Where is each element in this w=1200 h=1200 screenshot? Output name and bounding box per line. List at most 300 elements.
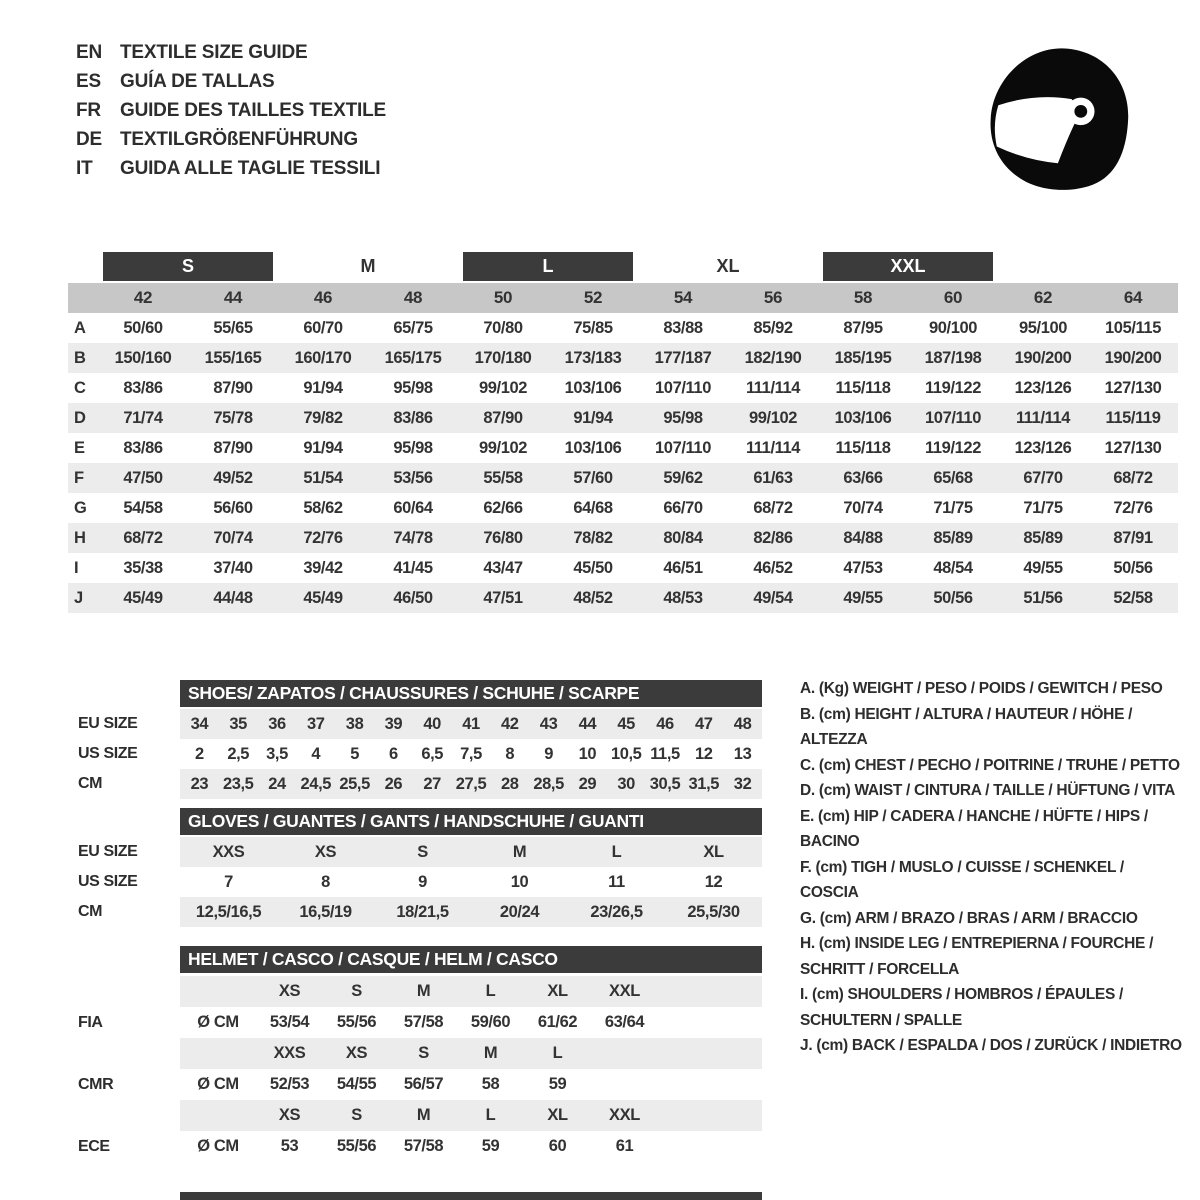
value-cell: 23/26,5 bbox=[590, 902, 643, 921]
size-cell: 95/98 bbox=[393, 378, 433, 397]
size-cell: 53/56 bbox=[393, 468, 433, 487]
section-row bbox=[78, 769, 762, 799]
section-row bbox=[78, 1007, 762, 1038]
size-cell: 190/200 bbox=[1014, 348, 1072, 367]
size-cell: 83/86 bbox=[123, 438, 163, 457]
size-cell: 49/54 bbox=[753, 588, 793, 607]
value-cell: 8 bbox=[505, 744, 515, 763]
size-group-xxl: XXL bbox=[823, 252, 993, 281]
value-cell: 56/57 bbox=[403, 1075, 444, 1093]
size-cell: 177/187 bbox=[654, 348, 712, 367]
row-values bbox=[180, 1131, 762, 1162]
size-cell: 45/49 bbox=[123, 588, 163, 607]
size-cell: 91/94 bbox=[303, 438, 343, 457]
size-cell: 62/66 bbox=[483, 498, 523, 517]
size-cell: 46/52 bbox=[753, 558, 793, 577]
size-row-d bbox=[68, 403, 1178, 433]
size-cell: 71/75 bbox=[1023, 498, 1063, 517]
size-cell: 60/64 bbox=[393, 498, 433, 517]
value-cell: S bbox=[351, 982, 362, 1000]
row-label: US SIZE bbox=[78, 873, 138, 890]
section-row bbox=[78, 1100, 762, 1131]
value-cell: 32 bbox=[733, 774, 752, 793]
value-cell: 39 bbox=[384, 714, 403, 733]
row-values bbox=[180, 1100, 762, 1131]
value-cell: 5 bbox=[350, 744, 359, 763]
value-cell: 55/56 bbox=[336, 1137, 377, 1155]
value-cell: 41 bbox=[462, 714, 480, 733]
spacer bbox=[68, 283, 98, 313]
size-cell: 82/86 bbox=[753, 528, 793, 547]
size-cell: 99/102 bbox=[478, 438, 528, 457]
size-cell: 43/47 bbox=[483, 558, 523, 577]
value-cell: L bbox=[485, 1106, 496, 1124]
size-cell: 107/110 bbox=[655, 438, 711, 457]
guide-title: TEXTILGRÖßENFÜHRUNG bbox=[120, 129, 358, 150]
value-cell: XXS bbox=[212, 842, 245, 861]
size-cell: 103/106 bbox=[564, 438, 622, 457]
size-cell: 46/50 bbox=[393, 588, 433, 607]
size-cell: 105/115 bbox=[1105, 318, 1161, 337]
value-cell: S bbox=[418, 1044, 429, 1062]
value-cell: 7 bbox=[224, 872, 233, 891]
section-row bbox=[78, 867, 762, 897]
row-label: ECE bbox=[78, 1137, 110, 1155]
size-cell: 49/52 bbox=[213, 468, 253, 487]
size-cell: 49/55 bbox=[1023, 558, 1063, 577]
value-cell: 10,5 bbox=[610, 744, 642, 763]
section-row bbox=[78, 976, 762, 1007]
row-letter: A bbox=[74, 318, 86, 337]
value-cell: 45 bbox=[617, 714, 635, 733]
size-cell: 84/88 bbox=[843, 528, 883, 547]
value-cell: 10 bbox=[510, 872, 529, 891]
value-cell: XL bbox=[547, 982, 568, 1000]
size-cell: 91/94 bbox=[573, 408, 613, 427]
row-values bbox=[180, 739, 762, 769]
unit-cell: Ø CM bbox=[197, 1075, 239, 1093]
row-label bbox=[78, 1038, 180, 1069]
value-cell: 63/64 bbox=[604, 1013, 645, 1031]
size-cell: 123/126 bbox=[1014, 438, 1072, 457]
size-cell: 68/72 bbox=[123, 528, 163, 547]
size-column-header: 44 bbox=[223, 288, 243, 307]
language-code: FR bbox=[76, 100, 101, 121]
size-cell: 58/62 bbox=[303, 498, 343, 517]
size-cell: 87/91 bbox=[1113, 528, 1153, 547]
size-cell: 127/130 bbox=[1104, 438, 1162, 457]
size-cell: 123/126 bbox=[1014, 378, 1072, 397]
size-cell: 68/72 bbox=[753, 498, 793, 517]
size-cell: 76/80 bbox=[483, 528, 523, 547]
size-cell: 80/84 bbox=[663, 528, 703, 547]
size-row-f bbox=[68, 463, 1178, 493]
size-cell: 111/114 bbox=[1015, 408, 1071, 427]
size-cell: 87/90 bbox=[213, 378, 253, 397]
unit-cell bbox=[180, 976, 256, 1007]
row-letter: F bbox=[74, 468, 84, 487]
size-cell: 47/51 bbox=[483, 588, 523, 607]
size-cell: 50/60 bbox=[123, 318, 163, 337]
row-label: US SIZE bbox=[78, 745, 138, 762]
row-values bbox=[180, 1069, 762, 1100]
size-cell: 50/56 bbox=[933, 588, 973, 607]
size-cell: 64/68 bbox=[573, 498, 613, 517]
section-row bbox=[78, 739, 762, 769]
value-cell: 10 bbox=[578, 744, 597, 763]
value-cell: L bbox=[611, 842, 622, 861]
value-cell: 35 bbox=[229, 714, 247, 733]
size-cell: 173/183 bbox=[564, 348, 622, 367]
value-cell: 24,5 bbox=[300, 774, 332, 793]
value-cell: 25,5 bbox=[339, 774, 370, 793]
measurement-legend bbox=[800, 676, 1185, 1059]
size-cell: 107/110 bbox=[925, 408, 981, 427]
size-cell: 115/118 bbox=[835, 438, 891, 457]
value-cell: 27 bbox=[423, 774, 441, 793]
value-cell: XS bbox=[278, 1106, 301, 1124]
row-letter: D bbox=[74, 408, 86, 427]
legend-item: A. (Kg) WEIGHT / PESO / POIDS / GEWITCH / PESO bbox=[800, 680, 1163, 697]
size-number-row bbox=[68, 283, 1178, 313]
row-letter: B bbox=[74, 348, 86, 367]
row-letter: I bbox=[74, 558, 79, 577]
value-cell: 6 bbox=[389, 744, 398, 763]
legend-item: E. (cm) HIP / CADERA / HANCHE / HÜFTE / HIPS / BACINO bbox=[800, 807, 1148, 850]
value-cell: XS bbox=[314, 842, 337, 861]
size-cell: 72/76 bbox=[303, 528, 343, 547]
size-cell: 72/76 bbox=[1113, 498, 1153, 517]
size-cell: 60/70 bbox=[303, 318, 343, 337]
size-row-e bbox=[68, 433, 1178, 463]
size-cell: 47/50 bbox=[123, 468, 163, 487]
value-cell: 29 bbox=[578, 774, 597, 793]
value-cell: 59/60 bbox=[470, 1013, 511, 1031]
size-cell: 71/74 bbox=[123, 408, 163, 427]
title-block bbox=[76, 38, 386, 183]
size-cell: 74/78 bbox=[393, 528, 433, 547]
size-cell: 49/55 bbox=[843, 588, 883, 607]
size-cell: 182/190 bbox=[744, 348, 802, 367]
value-cell: 57/58 bbox=[403, 1013, 444, 1031]
value-cell: 28,5 bbox=[533, 774, 564, 793]
title-row bbox=[76, 125, 386, 154]
unit-cell: Ø CM bbox=[197, 1013, 239, 1031]
size-cell: 67/70 bbox=[1023, 468, 1063, 487]
value-cell: XXL bbox=[609, 982, 640, 1000]
size-cell: 119/122 bbox=[925, 378, 981, 397]
unit-cell: Ø CM bbox=[197, 1137, 239, 1155]
value-cell: 57/58 bbox=[403, 1137, 444, 1155]
value-cell: 53/54 bbox=[269, 1013, 310, 1031]
size-cell: 71/75 bbox=[933, 498, 973, 517]
title-row bbox=[76, 154, 386, 183]
value-cell: 30,5 bbox=[649, 774, 681, 793]
size-cell: 170/180 bbox=[474, 348, 532, 367]
size-cell: 50/56 bbox=[1113, 558, 1153, 577]
size-group-xl: XL bbox=[716, 256, 740, 276]
size-cell: 48/53 bbox=[663, 588, 703, 607]
value-cell: 59 bbox=[481, 1137, 500, 1155]
size-cell: 90/100 bbox=[928, 318, 978, 337]
size-cell: 83/86 bbox=[123, 378, 163, 397]
value-cell: 12 bbox=[695, 744, 713, 763]
size-cell: 85/92 bbox=[753, 318, 793, 337]
legend-item: C. (cm) CHEST / PECHO / POITRINE / TRUHE / PETTO bbox=[800, 756, 1180, 774]
size-cell: 95/100 bbox=[1018, 318, 1068, 337]
size-cell: 107/110 bbox=[655, 378, 711, 397]
size-cell: 48/52 bbox=[573, 588, 613, 607]
size-column-header: 52 bbox=[583, 288, 603, 307]
size-cell: 57/60 bbox=[573, 468, 613, 487]
section-row bbox=[78, 709, 762, 739]
shoes-section-header: SHOES/ ZAPATOS / CHAUSSURES / SCHUHE / SCARPE bbox=[180, 680, 762, 707]
size-cell: 85/89 bbox=[1023, 528, 1063, 547]
row-values bbox=[180, 1007, 762, 1038]
size-cell: 165/175 bbox=[384, 348, 442, 367]
size-cell: 56/60 bbox=[213, 498, 253, 517]
value-cell: 34 bbox=[190, 714, 209, 733]
guide-title: GUIDE DES TAILLES TEXTILE bbox=[120, 100, 386, 121]
value-cell: L bbox=[552, 1044, 563, 1062]
value-cell: 23,5 bbox=[222, 774, 254, 793]
size-cell: 47/53 bbox=[843, 558, 883, 577]
section-row bbox=[78, 1038, 762, 1069]
row-label: EU SIZE bbox=[78, 843, 138, 860]
textile-size-table bbox=[68, 252, 1178, 613]
size-row-i bbox=[68, 553, 1178, 583]
value-cell: XXS bbox=[273, 1044, 306, 1062]
helmet-section-header: HELMET / CASCO / CASQUE / HELM / CASCO bbox=[180, 946, 762, 973]
value-cell: 9 bbox=[418, 872, 427, 891]
value-cell: XL bbox=[703, 842, 724, 861]
size-cell: 39/42 bbox=[303, 558, 343, 577]
section-row bbox=[78, 1069, 762, 1100]
size-cell: 83/88 bbox=[663, 318, 703, 337]
value-cell: 2 bbox=[195, 744, 204, 763]
size-cell: 44/48 bbox=[213, 588, 253, 607]
spacer bbox=[68, 252, 98, 281]
size-cell: 99/102 bbox=[748, 408, 798, 427]
size-column-header: 56 bbox=[763, 288, 783, 307]
value-cell: 25,5/30 bbox=[687, 902, 740, 921]
language-code: IT bbox=[76, 158, 93, 179]
size-cell: 55/58 bbox=[483, 468, 523, 487]
value-cell: 28 bbox=[501, 774, 519, 793]
size-cell: 103/106 bbox=[564, 378, 622, 397]
guide-title: GUÍA DE TALLAS bbox=[120, 71, 275, 92]
size-column-header: 60 bbox=[943, 288, 963, 307]
value-cell: 30 bbox=[617, 774, 635, 793]
size-cell: 37/40 bbox=[213, 558, 253, 577]
size-cell: 83/86 bbox=[393, 408, 433, 427]
size-table-body bbox=[68, 313, 1178, 613]
size-cell: 150/160 bbox=[114, 348, 172, 367]
value-cell: 2,5 bbox=[227, 744, 250, 763]
size-cell: 95/98 bbox=[663, 408, 703, 427]
legend-item: B. (cm) HEIGHT / ALTURA / HAUTEUR / HÖHE / ALTEZZA bbox=[800, 705, 1133, 748]
value-cell: 60 bbox=[548, 1137, 567, 1155]
size-group-m: M bbox=[360, 256, 376, 276]
size-row-b bbox=[68, 343, 1178, 373]
unit-cell bbox=[180, 1100, 256, 1131]
size-cell: 111/114 bbox=[745, 438, 801, 457]
gloves-section-header: GLOVES / GUANTES / GANTS / HANDSCHUHE / GUANTI bbox=[180, 808, 762, 835]
size-row-j bbox=[68, 583, 1178, 613]
value-cell: 3,5 bbox=[266, 744, 288, 763]
section-row bbox=[78, 837, 762, 867]
size-column-header: 64 bbox=[1123, 288, 1143, 307]
value-cell: 42 bbox=[501, 714, 519, 733]
value-cell: 36 bbox=[268, 714, 286, 733]
size-cell: 87/90 bbox=[483, 408, 523, 427]
row-values bbox=[180, 897, 762, 927]
size-cell: 127/130 bbox=[1104, 378, 1162, 397]
size-group-s: S bbox=[103, 252, 273, 281]
size-column-header: 46 bbox=[313, 288, 333, 307]
value-cell: 8 bbox=[321, 872, 330, 891]
value-cell: 11,5 bbox=[650, 744, 680, 763]
value-cell: XXL bbox=[609, 1106, 640, 1124]
row-letter: G bbox=[74, 498, 87, 517]
value-cell: XS bbox=[278, 982, 301, 1000]
language-code: EN bbox=[76, 42, 102, 63]
value-cell: 26 bbox=[384, 774, 403, 793]
row-values bbox=[180, 769, 762, 799]
row-label: CMR bbox=[78, 1075, 114, 1093]
size-cell: 99/102 bbox=[478, 378, 528, 397]
value-cell: 52/53 bbox=[269, 1075, 310, 1093]
size-group-header-row bbox=[68, 252, 1178, 281]
value-cell: 6,5 bbox=[421, 744, 444, 763]
value-cell: 61/62 bbox=[537, 1013, 578, 1031]
language-code: ES bbox=[76, 71, 101, 92]
value-cell: S bbox=[351, 1106, 362, 1124]
section-row bbox=[78, 1131, 762, 1162]
value-cell: 47 bbox=[695, 714, 713, 733]
title-row bbox=[76, 67, 386, 96]
value-cell: S bbox=[417, 842, 428, 861]
guide-title: GUIDA ALLE TAGLIE TESSILI bbox=[120, 158, 381, 179]
size-row-g bbox=[68, 493, 1178, 523]
row-values bbox=[180, 1038, 762, 1069]
size-cell: 59/62 bbox=[663, 468, 703, 487]
size-cell: 115/119 bbox=[1105, 408, 1161, 427]
value-cell: 59 bbox=[548, 1075, 567, 1093]
title-row bbox=[76, 38, 386, 67]
value-cell: 37 bbox=[307, 714, 325, 733]
size-row-h bbox=[68, 523, 1178, 553]
value-cell: L bbox=[485, 982, 496, 1000]
size-cell: 75/85 bbox=[573, 318, 613, 337]
size-cell: 103/106 bbox=[834, 408, 892, 427]
racing-helmet-icon bbox=[980, 38, 1148, 200]
size-cell: 91/94 bbox=[303, 378, 343, 397]
size-cell: 65/68 bbox=[933, 468, 973, 487]
size-column-header: 48 bbox=[403, 288, 423, 307]
size-cell: 68/72 bbox=[1113, 468, 1153, 487]
value-cell: 27,5 bbox=[455, 774, 487, 793]
size-cell: 70/80 bbox=[483, 318, 523, 337]
value-cell: 20/24 bbox=[499, 902, 540, 921]
value-cell: 4 bbox=[311, 744, 321, 763]
value-cell: 7,5 bbox=[460, 744, 482, 763]
value-cell: 11 bbox=[608, 872, 625, 891]
size-cell: 119/122 bbox=[925, 438, 981, 457]
section-row bbox=[78, 897, 762, 927]
value-cell: 23 bbox=[190, 774, 209, 793]
row-letter: J bbox=[74, 588, 83, 607]
value-cell: 61 bbox=[615, 1137, 634, 1155]
value-cell: 9 bbox=[544, 744, 553, 763]
size-cell: 185/195 bbox=[834, 348, 892, 367]
size-cell: 46/51 bbox=[663, 558, 703, 577]
size-column-header: 62 bbox=[1033, 288, 1053, 307]
value-cell: 12 bbox=[704, 872, 723, 891]
size-cell: 70/74 bbox=[213, 528, 253, 547]
size-cell: 35/38 bbox=[123, 558, 163, 577]
size-column-header: 58 bbox=[853, 288, 873, 307]
row-letter: C bbox=[74, 378, 86, 397]
language-code: DE bbox=[76, 129, 102, 150]
size-cell: 45/50 bbox=[573, 558, 613, 577]
size-cell: 48/54 bbox=[933, 558, 973, 577]
size-cell: 85/89 bbox=[933, 528, 973, 547]
size-column-header: 50 bbox=[493, 288, 513, 307]
size-cell: 70/74 bbox=[843, 498, 883, 517]
size-row-c bbox=[68, 373, 1178, 403]
legend-item: D. (cm) WAIST / CINTURA / TAILLE / HÜFTUNG / VITA bbox=[800, 782, 1176, 799]
size-cell: 52/58 bbox=[1113, 588, 1153, 607]
row-values bbox=[180, 837, 762, 867]
value-cell: 38 bbox=[345, 714, 364, 733]
unit-cell bbox=[180, 1038, 256, 1069]
row-label: FIA bbox=[78, 1013, 103, 1031]
cropped-section-bar bbox=[180, 1192, 762, 1200]
size-cell: 111/114 bbox=[745, 378, 801, 397]
size-cell: 160/170 bbox=[294, 348, 352, 367]
row-label bbox=[78, 976, 180, 1007]
legend-item: H. (cm) INSIDE LEG / ENTREPIERNA / FOURCHE / SCHRITT / FORCELLA bbox=[800, 935, 1154, 978]
size-cell: 79/82 bbox=[303, 408, 343, 427]
size-row-a bbox=[68, 313, 1178, 343]
value-cell: 53 bbox=[280, 1137, 299, 1155]
row-label: CM bbox=[78, 775, 103, 792]
value-cell: 43 bbox=[539, 714, 558, 733]
row-label: CM bbox=[78, 903, 103, 920]
row-letter: H bbox=[74, 528, 86, 547]
row-values bbox=[180, 709, 762, 739]
size-group-l: L bbox=[463, 252, 633, 281]
size-cell: 63/66 bbox=[843, 468, 883, 487]
size-cell: 87/90 bbox=[213, 438, 253, 457]
size-cell: 41/45 bbox=[393, 558, 433, 577]
title-row bbox=[76, 96, 386, 125]
value-cell: 24 bbox=[268, 774, 286, 793]
value-cell: 40 bbox=[423, 714, 441, 733]
row-values bbox=[180, 867, 762, 897]
size-cell: 55/65 bbox=[213, 318, 253, 337]
size-column-header: 42 bbox=[133, 288, 153, 307]
value-cell: M bbox=[483, 1044, 498, 1062]
size-cell: 45/49 bbox=[303, 588, 343, 607]
row-letter: E bbox=[74, 438, 85, 457]
size-cell: 155/165 bbox=[204, 348, 262, 367]
value-cell: 44 bbox=[578, 714, 597, 733]
size-cell: 51/54 bbox=[303, 468, 343, 487]
size-cell: 187/198 bbox=[924, 348, 982, 367]
size-cell: 51/56 bbox=[1023, 588, 1063, 607]
